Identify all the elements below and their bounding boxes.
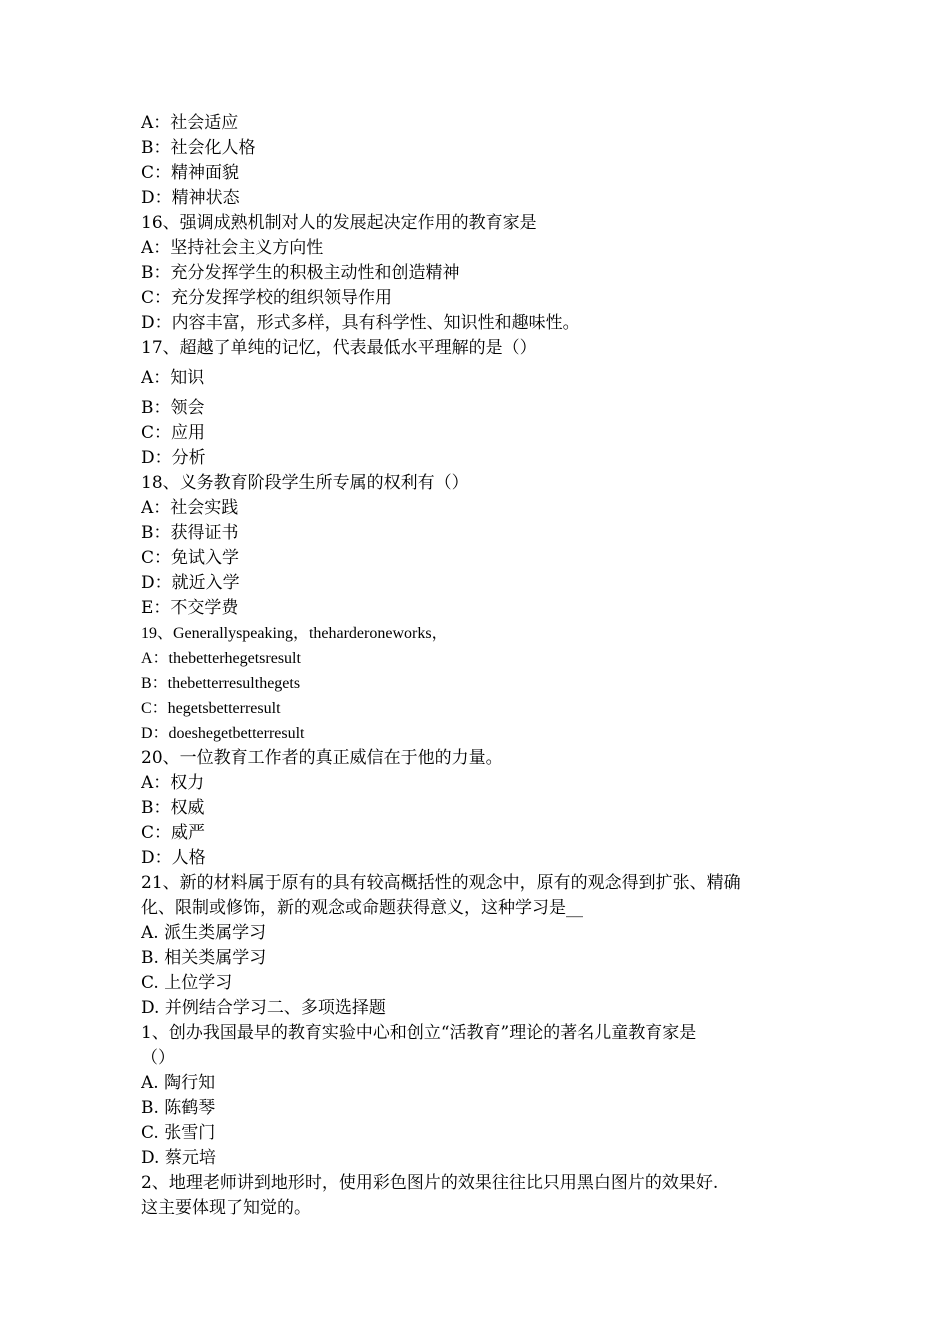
question-17: 17、超越了单纯的记忆，代表最低水平理解的是（） (141, 338, 537, 358)
option-line: B. 陈鹤琴 (141, 1098, 216, 1118)
question-20: 20、一位教育工作者的真正威信在于他的力量。 (141, 748, 503, 768)
multi-question-2-continued: 这主要体现了知觉的。 (141, 1198, 311, 1218)
multi-question-2: 2、地理老师讲到地形时，使用彩色图片的效果往往比只用黑白图片的效果好. (141, 1173, 719, 1193)
option-line: D：精神状态 (141, 188, 240, 208)
option-line: B：社会化人格 (141, 138, 256, 158)
option-line: A：权力 (141, 773, 205, 793)
option-line: A：知识 (141, 368, 205, 388)
option-line: A：坚持社会主义方向性 (141, 238, 324, 258)
option-line: C：威严 (141, 823, 206, 843)
option-line: D：人格 (141, 848, 206, 868)
multi-question-1-continued: （） (141, 1048, 175, 1068)
multi-question-1: 1、创办我国最早的教育实验中心和创立“活教育”理论的著名儿童教育家是 (141, 1023, 697, 1043)
option-line: D：就近入学 (141, 573, 240, 593)
option-line: B：获得证书 (141, 523, 239, 543)
option-line: B. 相关类属学习 (141, 948, 267, 968)
document-body (141, 111, 813, 1221)
option-line: B：领会 (141, 398, 205, 418)
option-line: C：充分发挥学校的组织领导作用 (141, 288, 393, 308)
option-line: A. 派生类属学习 (141, 923, 267, 943)
option-line: D：内容丰富，形式多样，具有科学性、知识性和趣味性。 (141, 313, 580, 333)
option-line: A：社会实践 (141, 498, 239, 518)
option-line: A：社会适应 (141, 113, 239, 133)
option-line: D：doeshegetbetterresult (141, 725, 305, 742)
question-21-continued: 化、限制或修饰，新的观念或命题获得意义，这种学习是__ (141, 898, 583, 918)
option-line: C：应用 (141, 423, 206, 443)
option-line: B：充分发挥学生的积极主动性和创造精神 (141, 263, 460, 283)
option-line: D. 蔡元培 (141, 1148, 216, 1168)
option-line: C：精神面貌 (141, 163, 240, 183)
option-line: D：分析 (141, 448, 206, 468)
option-line: A. 陶行知 (141, 1073, 216, 1093)
option-line: A：thebetterhegetsresult (141, 650, 301, 667)
option-line-with-section-heading: D. 并例结合学习二、多项选择题 (141, 998, 386, 1018)
question-19: 19、Generallyspeaking，theharderoneworks， (141, 625, 448, 642)
question-16: 16、强调成熟机制对人的发展起决定作用的教育家是 (141, 213, 537, 233)
option-line: C：免试入学 (141, 548, 240, 568)
option-line: C. 上位学习 (141, 973, 233, 993)
option-line: B：thebetterresulthegets (141, 675, 301, 692)
option-line: E：不交学费 (141, 598, 239, 618)
option-line: C. 张雪门 (141, 1123, 216, 1143)
option-line: C：hegetsbetterresult (141, 700, 281, 717)
option-line: B：权威 (141, 798, 205, 818)
question-21: 21、新的材料属于原有的具有较高概括性的观念中，原有的观念得到扩张、精确 (141, 873, 741, 893)
question-18: 18、义务教育阶段学生所专属的权利有（） (141, 473, 469, 493)
